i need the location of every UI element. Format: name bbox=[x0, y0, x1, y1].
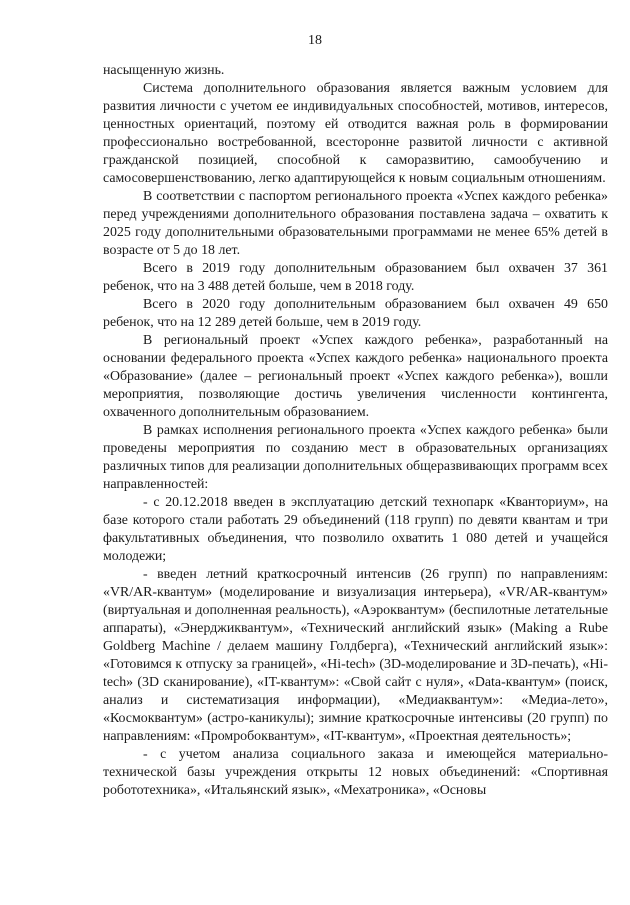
list-item: - введен летний краткосрочный интенсив (26 групп) по направлениям: «VR/AR-квантум» (моделирование и визуализация интерьера), «VR/AR-квантум» (виртуальная и дополненная реальность), «Аэроквантум» (беспилотные летательные аппараты), «Энерджиквантум», «Технический английский язык» (Making a Rube Goldberg Machine / делаем машину Голдберга), «Технический английский язык»: «Готовимся к отпуску за границей», «Hi-tech» (3D-моделирование и 3D-печать), «Hi-tech» (3D сканирование), «IT-квантум»: «Свой сайт с нуля», «Data-квантум» (поиск, анализ и систематизация информации), «Медиаквантум»: «Медиа-лето», «Космоквантум» (астро-каникулы); зимние краткосрочные интенсивы (20 групп) по направлениям: «Промробоквантум», «IT-квантум», «Проектная деятельность»; bbox=[103, 567, 608, 744]
paragraph: В соответствии с паспортом регионального проекта «Успех каждого ребенка» перед учреждениями дополнительного образования поставлена задача – охватить к 2025 году дополнительными образовательными программами не менее 65% детей в возрасте от 5 до 18 лет. bbox=[103, 189, 608, 258]
paragraph: В региональный проект «Успех каждого ребенка», разработанный на основании федерального проекта «Успех каждого ребенка» национального проекта «Образование» (далее – региональный проект «Успех каждого ребенка»), вошли мероприятия, позволяющие достичь увеличения численности контингента, охваченного дополнительным образованием. bbox=[103, 333, 608, 420]
paragraph: Система дополнительного образования является важным условием для развития личности с учетом ее индивидуальных способностей, мотивов, интересов, ценностных ориентаций, поэтому ей отводится важная роль в формировании профессионально востребованной, всесторонне развитой личности с активной гражданской позицией, способной к саморазвитию, самообучению и самосовершенствованию, легко адаптирующейся к новым социальным отношениям. bbox=[103, 81, 608, 186]
paragraph: Всего в 2020 году дополнительным образованием был охвачен 49 650 ребенок, что на 12 289 детей больше, чем в 2019 году. bbox=[103, 297, 608, 330]
paragraph: В рамках исполнения регионального проекта «Успех каждого ребенка» были проведены мероприятия по созданию мест в образовательных организациях различных типов для реализации дополнительных общеразвивающих программ всех направленностей: bbox=[103, 423, 608, 492]
page-body bbox=[103, 62, 608, 800]
list-item: - с учетом анализа социального заказа и имеющейся материально-технической базы учреждения открыты 12 новых объединений: «Спортивная робототехника», «Итальянский язык», «Мехатроника», «Основы bbox=[103, 747, 608, 798]
page-number: 18 bbox=[308, 33, 322, 48]
paragraph-continuation: насыщенную жизнь. bbox=[103, 63, 225, 78]
paragraph: Всего в 2019 году дополнительным образованием был охвачен 37 361 ребенок, что на 3 488 детей больше, чем в 2018 году. bbox=[103, 261, 608, 294]
list-item: - с 20.12.2018 введен в эксплуатацию детский технопарк «Кванториум», на базе которого стали работать 29 объединений (118 групп) по девяти квантам и три факультативных объединения, что позволило охватить 1 080 детей и учащейся молодежи; bbox=[103, 495, 608, 564]
